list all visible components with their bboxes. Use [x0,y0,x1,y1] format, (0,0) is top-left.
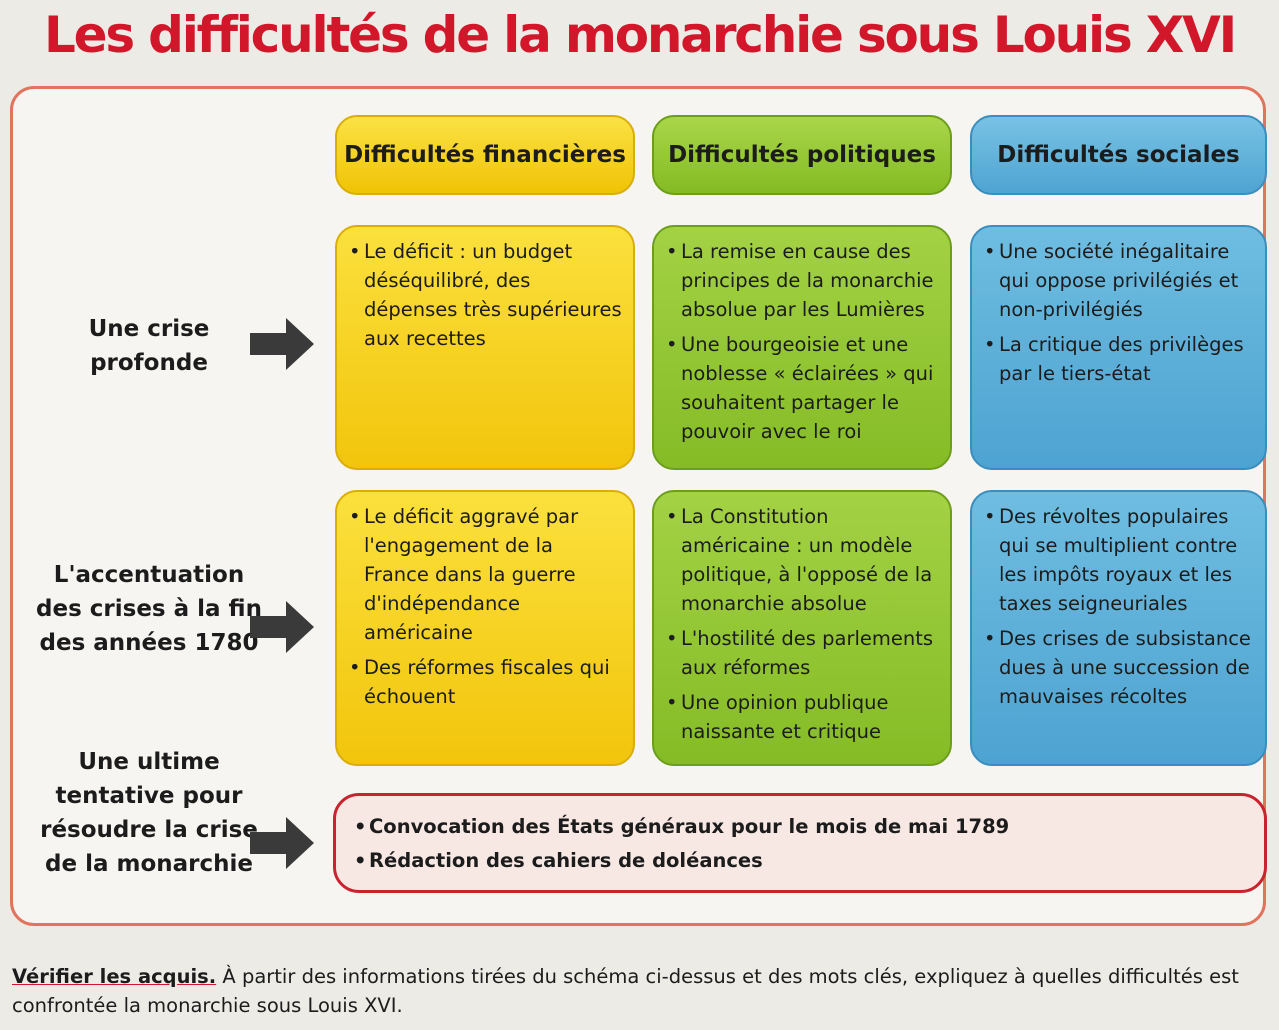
arrow-right-icon [250,817,314,869]
list-item: • Une société inégalitaire qui oppose privilégiés et non-privilégiés [984,237,1255,324]
list-item: • Rédaction des cahiers de doléances [354,844,1246,878]
footer-text: À partir des informations tirées du schéma ci-dessus et des mots clés, expliquez à quelles difficultés est confrontée la monarchie sous Louis XVI. [12,965,1239,1017]
list-item: • La remise en cause des principes de la monarchie absolue par les Lumières [666,237,940,324]
arrow-right-icon [250,318,314,370]
header-politiques: Difficultés politiques [652,115,952,195]
list-item: • Le déficit aggravé par l'engagement de la France dans la guerre d'indépendance américaine [349,502,623,647]
cell-crise-profonde-sociales [970,225,1267,470]
list-item: • Une bourgeoisie et une noblesse « éclairées » qui souhaitent partager le pouvoir avec le roi [666,330,940,446]
arrow-right-icon [250,601,314,653]
footer-lead: Vérifier les acquis. [12,965,217,988]
list-item: • L'hostilité des parlements aux réformes [666,624,940,682]
list-item: • Le déficit : un budget déséquilibré, des dépenses très supérieures aux recettes [349,237,623,353]
list-item: • La Constitution américaine : un modèle politique, à l'opposé de la monarchie absolue [666,502,940,618]
cell-accentuation-sociales [970,490,1267,766]
row-label-ultime-tentative: Une ultime tentative pour résoudre la crise de la monarchie [40,749,258,877]
list-item: • Des révoltes populaires qui se multiplient contre les impôts royaux et les taxes seigneuriales [984,502,1255,618]
list-item: • Convocation des États généraux pour le mois de mai 1789 [354,810,1246,844]
footer-instruction [12,962,1262,1020]
cell-crise-profonde-financieres [335,225,635,470]
row-label-accentuation: L'accentuation des crises à la fin des années 1780 [36,562,262,656]
cell-crise-profonde-politiques [652,225,952,470]
page-title: Les difficultés de la monarchie sous Louis XVI [43,6,1236,64]
list-item: • La critique des privilèges par le tiers-état [984,330,1255,388]
header-sociales: Difficultés sociales [970,115,1267,195]
cell-accentuation-financieres [335,490,635,766]
cell-ultime-tentative [333,793,1267,893]
list-item: • Des crises de subsistance dues à une succession de mauvaises récoltes [984,624,1255,711]
list-item: • Une opinion publique naissante et critique [666,688,940,746]
header-financieres: Difficultés financières [335,115,635,195]
row-label-crise-profonde: Une crise profonde [88,316,210,376]
cell-accentuation-politiques [652,490,952,766]
list-item: • Des réformes fiscales qui échouent [349,653,623,711]
